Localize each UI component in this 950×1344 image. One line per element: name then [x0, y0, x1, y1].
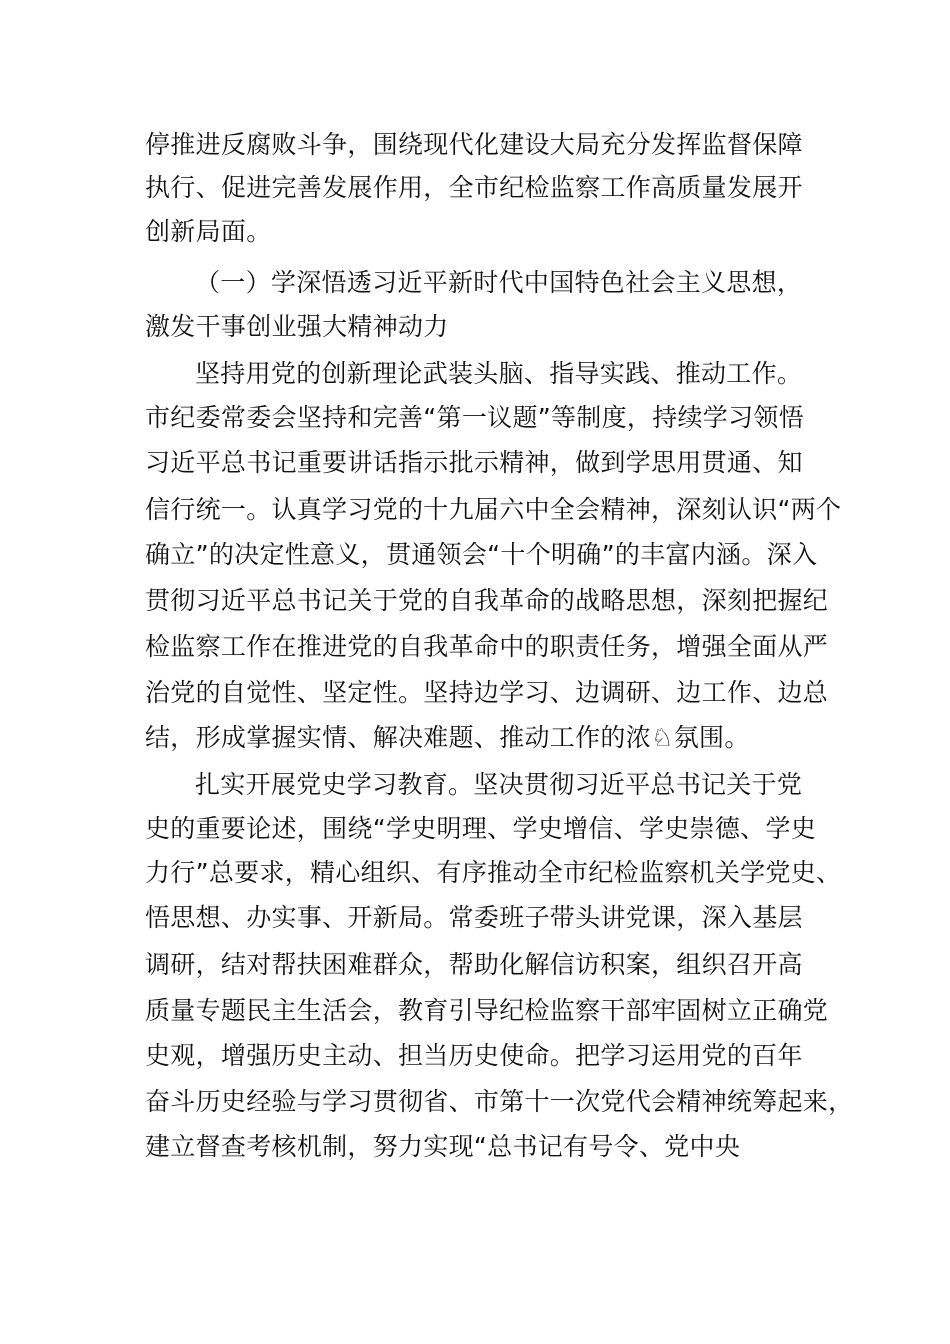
text-line: 史观，增强历史主动、担当历史使命。把学习运用党的百年 [145, 1041, 803, 1070]
text-line: 坚持用党的创新理论武装头脑、指导实践、推动工作。 [195, 359, 803, 388]
text-line: 扎实开展党史学习教育。坚决贯彻习近平总书记关于党 [195, 770, 803, 799]
text-line: 史的重要论述，围绕“学史明理、学史增信、学史崇德、学史 [145, 814, 817, 843]
text-line: 确立”的决定性意义，贯通领会“十个明确”的丰富内涵。深入 [145, 540, 818, 569]
text-line: 创新局面。 [145, 217, 272, 246]
text-line: 停推进反腐败斗争，围绕现代化建设大局充分发挥监督保障 [145, 130, 803, 159]
text-line: 奋斗历史经验与学习贯彻省、市第十一次党代会精神统筹起来， [145, 1087, 854, 1116]
text-line: 调研，结对帮扶困难群众，帮助化解信访积案，组织召开高 [145, 950, 803, 979]
text-line: 检监察工作在推进党的自我革命中的职责任务，增强全面从严 [145, 632, 829, 661]
text-line: 习近平总书记重要讲话指示批示精神，做到学思用贯通、知 [145, 448, 803, 477]
text-line: 贯彻习近平总书记关于党的自我革命的战略思想，深刻把握纪 [145, 586, 829, 615]
text-line: 执行、促进完善发展作用，全市纪检监察工作高质量发展开 [145, 173, 803, 202]
text-line: 市纪委常委会坚持和完善“第一议题”等制度，持续学习领悟 [145, 403, 805, 432]
section-heading-line: 激发干事创业强大精神动力 [145, 312, 449, 341]
text-line: 结，形成掌握实情、解决难题、推动工作的浓♘氛围。 [145, 723, 750, 752]
text-line: 治党的自觉性、坚定性。坚持边学习、边调研、边工作、边总 [145, 678, 829, 707]
text-line: 力行”总要求，精心组织、有序推动全市纪检监察机关学党史、 [145, 858, 842, 887]
text-line: 建立督查考核机制，努力实现“总书记有号令、党中央 [145, 1132, 741, 1161]
text-line: 信行统一。认真学习党的十九届六中全会精神，深刻认识“两个 [145, 495, 842, 524]
section-heading-line: （一）学深悟透习近平新时代中国特色社会主义思想， [195, 268, 803, 297]
text-line: 悟思想、办实事、开新局。常委班子带头讲党课，深入基层 [145, 903, 803, 932]
text-line: 质量专题民主生活会，教育引导纪检监察干部牢固树立正确党 [145, 996, 829, 1025]
